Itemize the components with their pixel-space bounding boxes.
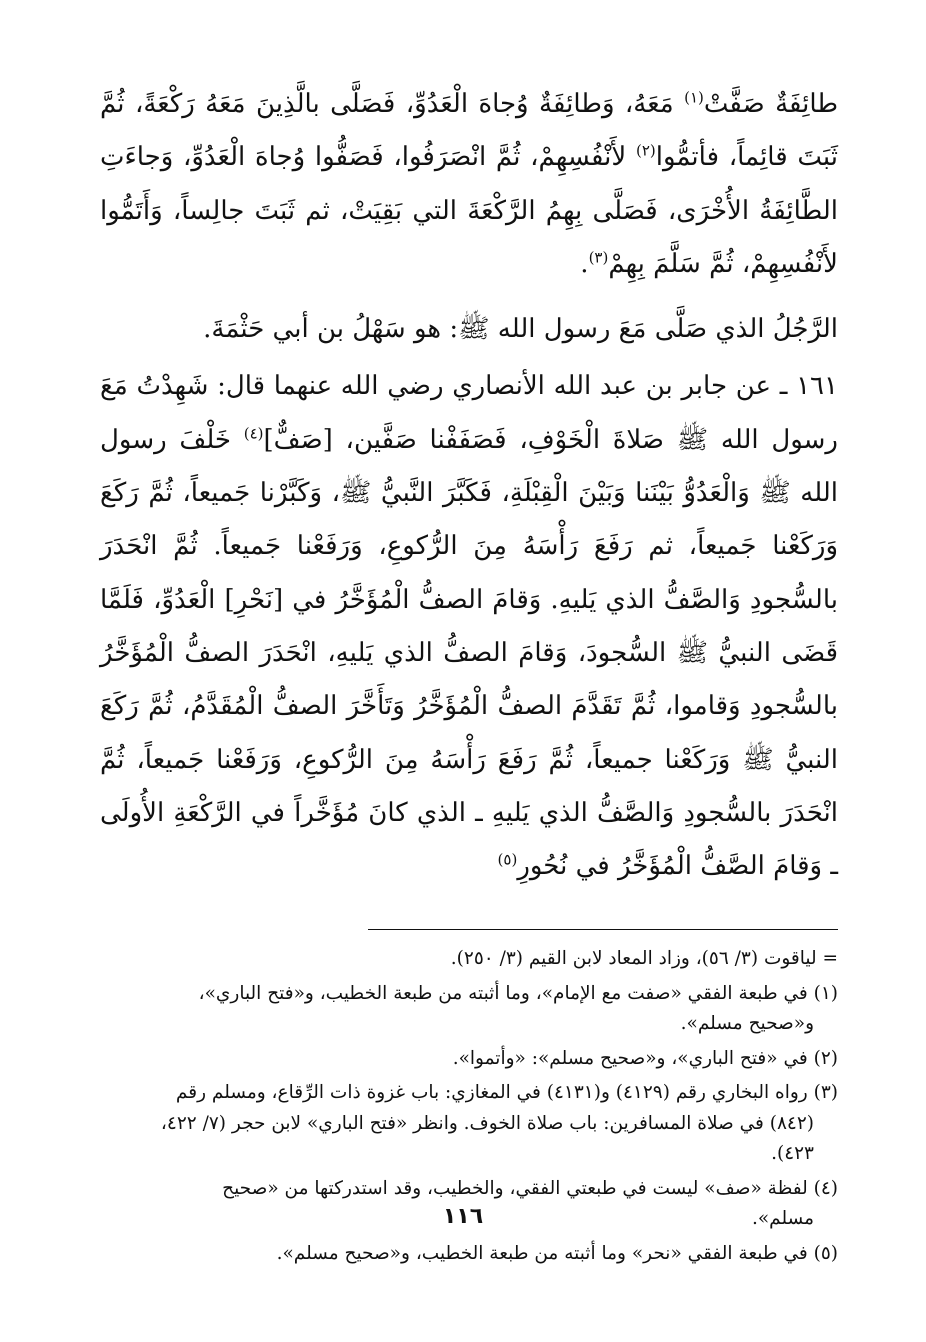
footnote-marker-1: (١) xyxy=(684,88,704,107)
text-run: لأَنْفُسِهِمْ، ثُمَّ انْصَرَفُوا، فَصَفُّوا وُجاهَ الْعَدُوِّ، وَجاءَتِ الطَّائِفَةُ الأُخْرَى، فَصَلَّى بِهِمُ الرَّكْعَةَ التي بَقِيَتْ، ثم ثَبَتَ جالِساً، وَأَتَمُّوا لأَنْفُسِهِمْ، ثُمَّ سَلَّمَ بِهِمْ xyxy=(100,142,838,279)
footnote-5: (٥) في طبعة الفقي «نحر» وما أثبته من طبعة الخطيب، و«صحيح مسلم». xyxy=(276,1242,838,1264)
paragraph-previous-hadith-end xyxy=(100,78,838,291)
page-number: ١١٦ xyxy=(442,1204,484,1229)
paragraph-hadith-161 xyxy=(100,360,838,893)
footnote-3-line-2: (٨٤٢) في صلاة المسافرين: باب صلاة الخوف. وانظر «فتح الباري» لابن حجر (٧/ ٤٢٢، xyxy=(160,1112,814,1134)
text-run: ١٦١ ـ عن جابر بن عبد الله الأنصاري رضي الله عنهما قال: شَهِدْتُ مَعَ رسول الله ﷺ صَلاةَ الْخَوْفِ، فَصَفَفْنا صَفَّين، [صَفٌّ] xyxy=(100,371,838,455)
paragraph-narrator-note: الرَّجُلُ الذي صَلَّى مَعَ رسول الله ﷺ: هو سَهْلُ بن أبي حَثْمَةَ. xyxy=(203,314,838,345)
footnote-2: (٢) في «فتح الباري»، و«صحيح مسلم»: «وأتموا». xyxy=(452,1047,838,1069)
footnote-1-line-1: (١) في طبعة الفقي «صفت مع الإمام»، وما أثبته من طبعة الخطيب، و«فتح الباري»، xyxy=(198,982,838,1004)
footnote-1 xyxy=(100,979,838,1040)
text-run: . xyxy=(580,248,589,279)
footnote-3-line-1: (٣) رواه البخاري رقم (٤١٢٩) و(٤١٣١) في المغازي: باب غزوة ذات الرِّقاع، ومسلم رقم xyxy=(175,1082,838,1104)
footnote-continuation: = لياقوت (٣/ ٥٦)، وزاد المعاد لابن القيم (٣/ ٢٥٠). xyxy=(450,948,838,970)
book-page xyxy=(100,78,838,1273)
footnote-marker-4: (٤) xyxy=(243,424,264,443)
footnote-4-line-1: (٤) لفظة «صف» ليست في طبعتي الفقي، والخطيب، وقد استدركتها من «صحيح xyxy=(222,1177,838,1199)
footnote-3-line-3: ٤٢٣). xyxy=(771,1143,814,1165)
footnote-marker-5: (٥) xyxy=(497,850,518,869)
footnote-marker-3: (٣) xyxy=(588,248,609,267)
footnote-4-line-2: مسلم». xyxy=(751,1208,814,1230)
footnote-divider xyxy=(368,929,838,930)
text-run: طائِفَةٌ صَفَّتْ xyxy=(703,89,839,119)
footnote-marker-2: (٢) xyxy=(635,141,656,160)
text-run: خَلْفَ رسول الله ﷺ وَالْعَدُوُّ بَيْنَنا وَبَيْنَ الْقِبْلَةِ، فَكَبَّرَ النَّبيُّ ﷺ، وَكَبَّرْنا جَميعاً، ثُمَّ رَكَعَ وَرَكَعْنا جَميعاً، ثم رَفَعَ رَأْسَهُ مِنَ الرُّكوعِ، وَرَفَعْنا جَميعاً. ثُمَّ انْحَدَرَ بالسُّجودِ وَالصَّفُّ الذي يَليهِ. وَقامَ الصفُّ الْمُؤَخَّرُ في [نَحْرِ] الْعَدُوِّ، فَلَمَّا قَضَى النبيُّ ﷺ السُّجودَ، وَقامَ الصفُّ الذي يَليهِ، انْحَدَرَ الصفُّ الْمُؤَخَّرُ بالسُّجودِ وَقاموا، ثُمَّ تَقَدَّمَ الصفُّ الْمُؤَخَّرُ وَتَأَخَّرَ الصفُّ الْمُقَدَّمُ، ثُمَّ رَكَعَ النبيُّ ﷺ وَرَكَعْنا جميعاً، ثُمَّ رَفَعَ رَأْسَهُ مِنَ الرُّكوعِ، وَرَفَعْنا جَميعاً، ثُمَّ انْحَدَرَ بالسُّجودِ وَالصَّفُّ الذي يَليهِ ـ الذي كانَ مُؤَخَّراً في الرَّكْعَةِ الأُولَى ـ وَقامَ الصَّفُّ الْمُؤَخَّرُ في نُحُورِ xyxy=(100,424,838,882)
footnote-3 xyxy=(100,1078,838,1170)
text-run: مَعَهُ، وَطائِفَةٌ وُجاهَ الْعَدُوِّ، فَصَلَّى بالَّذِينَ مَعَهُ رَكْعَةً، ثُمَّ ثَبَتَ قائِماً، فأتمُّوا xyxy=(100,89,838,173)
footnote-1-line-2: و«صحيح مسلم». xyxy=(680,1013,814,1035)
main-text xyxy=(100,78,838,893)
